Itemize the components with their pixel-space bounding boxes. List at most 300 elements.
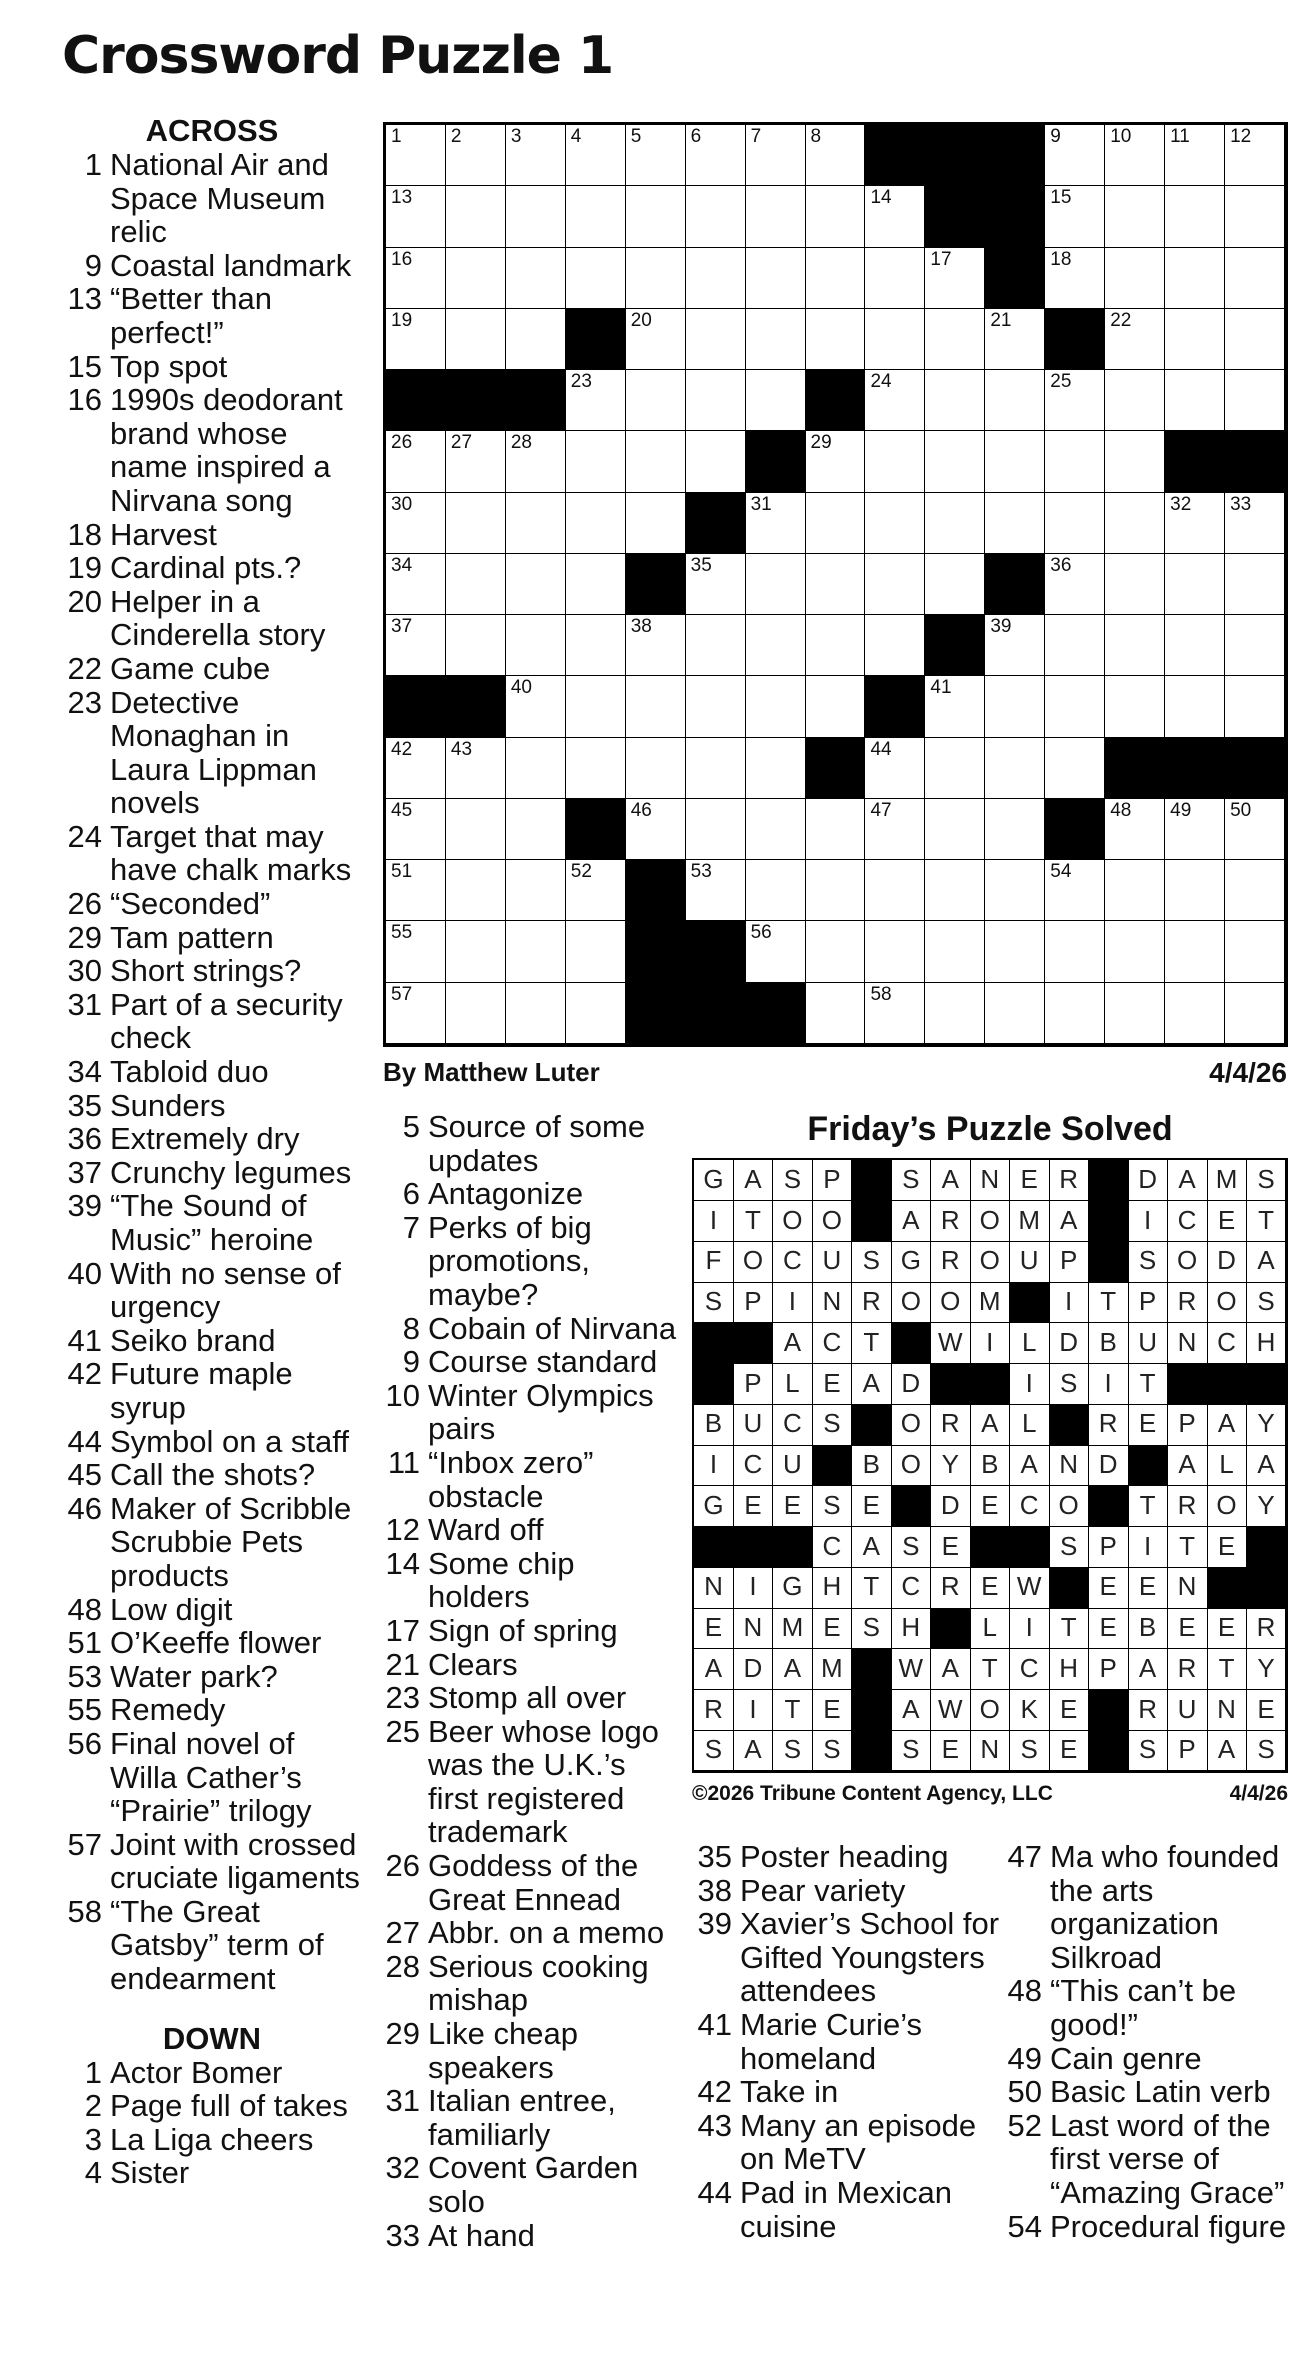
- solution-cell: C: [1010, 1649, 1050, 1690]
- grid-cell[interactable]: [865, 799, 926, 861]
- grid-cell[interactable]: [1225, 370, 1286, 432]
- grid-cell[interactable]: [446, 309, 507, 371]
- across-clue: [62, 1357, 362, 1424]
- grid-cell[interactable]: [686, 799, 747, 861]
- grid-cell[interactable]: [806, 615, 867, 677]
- solution-cell: N: [1168, 1567, 1208, 1608]
- grid-cell[interactable]: [386, 186, 447, 248]
- clue-number: 58: [67, 1893, 102, 1929]
- solution-cell: C: [1207, 1323, 1247, 1364]
- down-clue: [62, 2156, 362, 2190]
- clue-text: Basic Latin verb: [1050, 2074, 1271, 2110]
- grid-cell[interactable]: [865, 248, 926, 310]
- clue-text: Clears: [428, 1646, 518, 1682]
- grid-cell[interactable]: [446, 125, 507, 187]
- grid-cell[interactable]: [1165, 248, 1226, 310]
- grid-cell[interactable]: [626, 738, 687, 800]
- grid-cell[interactable]: [985, 676, 1046, 738]
- grid-block: [386, 676, 447, 738]
- grid-cell[interactable]: [686, 676, 747, 738]
- solution-cell: T: [1128, 1486, 1168, 1527]
- solution-cell: E: [1049, 1690, 1089, 1731]
- grid-cell[interactable]: [985, 738, 1046, 800]
- grid-cell[interactable]: [925, 309, 986, 371]
- grid-cell[interactable]: [386, 248, 447, 310]
- grid-cell[interactable]: [1045, 431, 1106, 493]
- clue-text: Source of some updates: [428, 1109, 646, 1178]
- grid-cell[interactable]: [506, 983, 567, 1045]
- grid-cell[interactable]: [566, 983, 627, 1045]
- grid-cell[interactable]: [506, 799, 567, 861]
- solution-cell: O: [812, 1201, 852, 1242]
- solution-block: [773, 1527, 813, 1568]
- solution-cell: N: [1168, 1323, 1208, 1364]
- grid-cell[interactable]: [1105, 676, 1166, 738]
- grid-cell[interactable]: [806, 248, 867, 310]
- grid-cell[interactable]: [1165, 983, 1226, 1045]
- grid-cell[interactable]: [925, 738, 986, 800]
- grid-cell[interactable]: [1225, 186, 1286, 248]
- down-clue: [1002, 1974, 1292, 2041]
- grid-cell[interactable]: [865, 738, 926, 800]
- grid-cell[interactable]: [1225, 615, 1286, 677]
- clue-text: Cain genre: [1050, 2040, 1202, 2076]
- grid-cell[interactable]: [1045, 248, 1106, 310]
- grid-cell[interactable]: [746, 493, 807, 555]
- grid-cell[interactable]: [446, 799, 507, 861]
- cell-number: 9: [1050, 126, 1061, 147]
- grid-cell[interactable]: [1105, 125, 1166, 187]
- grid-cell[interactable]: [925, 431, 986, 493]
- cell-number: 1: [391, 126, 402, 147]
- solution-cell: E: [812, 1608, 852, 1649]
- clue-text: Marie Curie’s homeland: [740, 2006, 923, 2076]
- clue-text: Future maple syrup: [110, 1356, 293, 1425]
- grid-cell[interactable]: [686, 431, 747, 493]
- grid-cell[interactable]: [386, 431, 447, 493]
- solution-cell: P: [733, 1282, 773, 1323]
- down-clue: [380, 1916, 680, 1950]
- grid-cell[interactable]: [386, 983, 447, 1045]
- grid-cell[interactable]: [746, 860, 807, 922]
- solution-cell: O: [931, 1282, 971, 1323]
- cell-number: 35: [690, 554, 712, 576]
- cell-number: 6: [690, 126, 702, 147]
- across-clue: [62, 887, 362, 921]
- grid-cell[interactable]: [566, 431, 627, 493]
- grid-cell[interactable]: [566, 125, 627, 187]
- grid-cell[interactable]: [506, 676, 567, 738]
- grid-cell[interactable]: [806, 493, 867, 555]
- grid-cell[interactable]: [865, 493, 926, 555]
- clue-number: 38: [697, 1872, 732, 1908]
- grid-cell[interactable]: [566, 554, 627, 616]
- solution-cell: A: [931, 1160, 971, 1201]
- grid-cell[interactable]: [1045, 186, 1106, 248]
- grid-cell[interactable]: [686, 186, 747, 248]
- solution-cell: M: [970, 1282, 1010, 1323]
- grid-cell[interactable]: [1165, 493, 1226, 555]
- grid-cell[interactable]: [925, 493, 986, 555]
- grid-cell[interactable]: [865, 983, 926, 1045]
- grid-cell[interactable]: [566, 186, 627, 248]
- grid-cell[interactable]: [1165, 125, 1226, 187]
- grid-cell[interactable]: [686, 738, 747, 800]
- cell-number: 50: [1230, 799, 1252, 821]
- solution-cell: R: [1168, 1486, 1208, 1527]
- grid-cell[interactable]: [985, 615, 1046, 677]
- grid-block: [686, 921, 747, 983]
- grid-cell[interactable]: [1165, 799, 1226, 861]
- cell-number: 52: [570, 861, 592, 883]
- solution-cell: P: [1168, 1404, 1208, 1445]
- grid-cell[interactable]: [806, 554, 867, 616]
- clue-number: 15: [67, 348, 102, 384]
- clue-number: 35: [697, 1839, 732, 1874]
- solution-cell: S: [773, 1160, 813, 1201]
- grid-cell[interactable]: [1105, 309, 1166, 371]
- solution-cell: I: [1049, 1282, 1089, 1323]
- solution-cell: M: [773, 1608, 813, 1649]
- clue-text: “Seconded”: [110, 886, 271, 922]
- grid-cell[interactable]: [985, 983, 1046, 1045]
- grid-cell[interactable]: [1165, 370, 1226, 432]
- grid-cell[interactable]: [1045, 921, 1106, 983]
- clue-text: With no sense of urgency: [110, 1255, 341, 1325]
- grid-cell[interactable]: [506, 860, 567, 922]
- clue-text: Tabloid duo: [110, 1054, 269, 1090]
- grid-cell[interactable]: [746, 554, 807, 616]
- grid-cell[interactable]: [806, 860, 867, 922]
- grid-cell[interactable]: [1105, 370, 1166, 432]
- solution-block: [852, 1201, 892, 1242]
- grid-cell[interactable]: [626, 493, 687, 555]
- grid-cell[interactable]: [686, 615, 747, 677]
- solution-cell: C: [1168, 1201, 1208, 1242]
- grid-cell[interactable]: [626, 248, 687, 310]
- clue-text: Procedural figure: [1050, 2208, 1287, 2244]
- grid-cell[interactable]: [1045, 493, 1106, 555]
- grid-cell[interactable]: [506, 921, 567, 983]
- grid-cell[interactable]: [865, 431, 926, 493]
- grid-cell[interactable]: [1225, 983, 1286, 1045]
- grid-cell[interactable]: [806, 983, 867, 1045]
- grid-cell[interactable]: [746, 186, 807, 248]
- cell-number: 48: [1110, 799, 1132, 821]
- down-clue: [380, 1681, 680, 1715]
- grid-cell[interactable]: [446, 860, 507, 922]
- solution-cell: I: [1089, 1364, 1129, 1405]
- grid-cell[interactable]: [386, 125, 447, 187]
- solution-block: [733, 1323, 773, 1364]
- down-clue: [380, 1177, 680, 1211]
- grid-cell[interactable]: [506, 738, 567, 800]
- solution-cell: A: [1207, 1404, 1247, 1445]
- down-clue: [380, 1950, 680, 2017]
- grid-cell[interactable]: [1045, 554, 1106, 616]
- clue-number: 17: [385, 1612, 420, 1648]
- grid-block: [1165, 431, 1226, 493]
- grid-cell[interactable]: [386, 615, 447, 677]
- solution-cell: O: [733, 1241, 773, 1282]
- grid-cell[interactable]: [446, 921, 507, 983]
- grid-cell[interactable]: [1045, 125, 1106, 187]
- down-clue: [62, 2056, 362, 2090]
- down-clue: [380, 1715, 680, 1849]
- grid-cell[interactable]: [506, 554, 567, 616]
- grid-cell[interactable]: [1105, 186, 1166, 248]
- grid-cell[interactable]: [925, 983, 986, 1045]
- solution-cell: R: [1089, 1404, 1129, 1445]
- grid-cell[interactable]: [806, 921, 867, 983]
- grid-cell[interactable]: [1225, 554, 1286, 616]
- grid-cell[interactable]: [386, 921, 447, 983]
- grid-cell[interactable]: [566, 248, 627, 310]
- grid-cell[interactable]: [865, 615, 926, 677]
- grid-cell[interactable]: [446, 248, 507, 310]
- grid-cell[interactable]: [1165, 309, 1226, 371]
- grid-cell[interactable]: [446, 186, 507, 248]
- copyright: ©2026 Tribune Content Agency, LLC: [692, 1782, 1053, 1805]
- solution-cell: T: [1247, 1201, 1287, 1242]
- grid-cell[interactable]: [626, 186, 687, 248]
- grid-cell[interactable]: [626, 125, 687, 187]
- down-clue: [692, 1907, 1002, 2008]
- solution-cell: E: [812, 1364, 852, 1405]
- grid-cell[interactable]: [1225, 676, 1286, 738]
- grid-cell[interactable]: [1045, 615, 1106, 677]
- cell-number: 29: [810, 432, 832, 454]
- grid-cell[interactable]: [1165, 676, 1226, 738]
- grid-cell[interactable]: [626, 431, 687, 493]
- grid-cell[interactable]: [566, 370, 627, 432]
- grid-block: [1105, 738, 1166, 800]
- grid-cell[interactable]: [566, 921, 627, 983]
- clue-text: Actor Bomer: [110, 2054, 283, 2090]
- grid-cell[interactable]: [386, 493, 447, 555]
- grid-cell[interactable]: [985, 309, 1046, 371]
- solution-grid: [692, 1158, 1288, 1773]
- down-clue: [380, 1648, 680, 1682]
- grid-cell[interactable]: [1165, 186, 1226, 248]
- grid-cell[interactable]: [1105, 554, 1166, 616]
- cell-number: 25: [1050, 371, 1072, 393]
- grid-cell[interactable]: [566, 615, 627, 677]
- cell-number: 39: [990, 616, 1012, 638]
- grid-cell[interactable]: [1225, 860, 1286, 922]
- grid-cell[interactable]: [865, 370, 926, 432]
- solution-block: [1010, 1527, 1050, 1568]
- grid-cell[interactable]: [566, 493, 627, 555]
- grid-cell[interactable]: [506, 248, 567, 310]
- grid-cell[interactable]: [925, 860, 986, 922]
- grid-cell[interactable]: [506, 615, 567, 677]
- grid-cell[interactable]: [985, 431, 1046, 493]
- grid-cell[interactable]: [806, 309, 867, 371]
- grid-cell[interactable]: [1045, 676, 1106, 738]
- clue-text: Symbol on a staff: [110, 1423, 349, 1459]
- grid-cell[interactable]: [1045, 983, 1106, 1045]
- grid-cell[interactable]: [925, 248, 986, 310]
- grid-cell[interactable]: [1105, 493, 1166, 555]
- across-clue: [62, 1693, 362, 1727]
- grid-cell[interactable]: [1105, 431, 1166, 493]
- solution-cell: B: [1089, 1323, 1129, 1364]
- clue-text: Maker of Scribble Scrubbie Pets products: [110, 1490, 352, 1593]
- grid-cell[interactable]: [626, 309, 687, 371]
- grid-cell[interactable]: [1045, 860, 1106, 922]
- grid-cell[interactable]: [626, 370, 687, 432]
- solution-cell: T: [1207, 1649, 1247, 1690]
- grid-cell[interactable]: [746, 738, 807, 800]
- clue-text: 1990s deodorant brand whose name inspired a Nirvana song: [110, 382, 343, 518]
- clue-number: 31: [385, 2083, 420, 2119]
- grid-cell[interactable]: [386, 554, 447, 616]
- grid-cell[interactable]: [446, 431, 507, 493]
- grid-cell[interactable]: [566, 738, 627, 800]
- grid-cell[interactable]: [686, 860, 747, 922]
- grid-cell[interactable]: [446, 493, 507, 555]
- solution-cell: G: [694, 1486, 734, 1527]
- grid-cell[interactable]: [985, 370, 1046, 432]
- solution-cell: E: [812, 1690, 852, 1731]
- grid-cell[interactable]: [1225, 493, 1286, 555]
- grid-cell[interactable]: [1165, 860, 1226, 922]
- down-clue: [62, 2123, 362, 2157]
- down-clue: [1002, 2075, 1292, 2109]
- grid-cell[interactable]: [1105, 860, 1166, 922]
- grid-cell[interactable]: [566, 860, 627, 922]
- grid-cell[interactable]: [865, 921, 926, 983]
- grid-cell[interactable]: [925, 799, 986, 861]
- grid-cell[interactable]: [1105, 248, 1166, 310]
- grid-cell[interactable]: [386, 309, 447, 371]
- solution-title: Friday’s Puzzle Solved: [807, 1110, 1173, 1148]
- down-header: DOWN: [162, 2020, 262, 2056]
- grid-cell[interactable]: [686, 554, 747, 616]
- grid-cell[interactable]: [446, 615, 507, 677]
- grid-cell[interactable]: [1225, 309, 1286, 371]
- grid-cell[interactable]: [865, 554, 926, 616]
- solution-cell: U: [1168, 1690, 1208, 1731]
- cell-number: 38: [630, 616, 652, 638]
- grid-cell[interactable]: [446, 554, 507, 616]
- grid-cell[interactable]: [1045, 738, 1106, 800]
- grid-block: [985, 125, 1046, 187]
- grid-cell[interactable]: [386, 799, 447, 861]
- grid-cell[interactable]: [865, 309, 926, 371]
- grid-cell[interactable]: [1045, 370, 1106, 432]
- clue-number: 7: [402, 1209, 420, 1245]
- grid-cell[interactable]: [1165, 554, 1226, 616]
- grid-cell[interactable]: [746, 676, 807, 738]
- clue-text: Stomp all over: [428, 1680, 627, 1716]
- grid-cell[interactable]: [626, 799, 687, 861]
- solution-cell: H: [1247, 1323, 1287, 1364]
- grid-cell[interactable]: [686, 370, 747, 432]
- grid-cell[interactable]: [985, 799, 1046, 861]
- down-clue: [380, 1345, 680, 1379]
- clue-number: 42: [697, 2074, 732, 2110]
- solution-cell: P: [1168, 1730, 1208, 1771]
- across-clue: [62, 1189, 362, 1256]
- grid-cell[interactable]: [1105, 799, 1166, 861]
- grid-cell[interactable]: [446, 738, 507, 800]
- grid-cell[interactable]: [746, 248, 807, 310]
- grid-cell[interactable]: [806, 799, 867, 861]
- clue-number: 29: [67, 919, 102, 955]
- grid-cell[interactable]: [1225, 921, 1286, 983]
- grid-cell[interactable]: [1105, 983, 1166, 1045]
- solution-cell: E: [1128, 1404, 1168, 1445]
- solution-cell: G: [773, 1567, 813, 1608]
- grid-cell[interactable]: [1105, 921, 1166, 983]
- grid-cell[interactable]: [506, 309, 567, 371]
- grid-cell[interactable]: [506, 186, 567, 248]
- grid-cell[interactable]: [746, 921, 807, 983]
- grid-cell[interactable]: [925, 554, 986, 616]
- grid-cell[interactable]: [985, 921, 1046, 983]
- grid-cell[interactable]: [1225, 248, 1286, 310]
- grid-cell[interactable]: [746, 309, 807, 371]
- grid-cell[interactable]: [1165, 615, 1226, 677]
- grid-cell[interactable]: [566, 676, 627, 738]
- grid-cell[interactable]: [686, 125, 747, 187]
- grid-cell[interactable]: [806, 186, 867, 248]
- grid-block: [1225, 431, 1286, 493]
- clue-number: 9: [84, 247, 102, 283]
- grid-cell[interactable]: [686, 248, 747, 310]
- grid-cell[interactable]: [806, 431, 867, 493]
- grid-cell[interactable]: [985, 860, 1046, 922]
- grid-cell[interactable]: [1165, 921, 1226, 983]
- grid-cell[interactable]: [746, 125, 807, 187]
- grid-cell[interactable]: [746, 799, 807, 861]
- solution-cell: A: [852, 1527, 892, 1568]
- grid-cell[interactable]: [985, 493, 1046, 555]
- solution-cell: I: [1128, 1527, 1168, 1568]
- grid-cell[interactable]: [686, 309, 747, 371]
- grid-cell[interactable]: [386, 860, 447, 922]
- grid-cell[interactable]: [865, 860, 926, 922]
- grid-cell[interactable]: [925, 676, 986, 738]
- grid-cell[interactable]: [446, 983, 507, 1045]
- grid-cell[interactable]: [626, 615, 687, 677]
- clue-number: 44: [697, 2174, 732, 2210]
- solution-cell: A: [1128, 1649, 1168, 1690]
- solution-cell: S: [1049, 1364, 1089, 1405]
- grid-cell[interactable]: [506, 493, 567, 555]
- grid-cell[interactable]: [925, 921, 986, 983]
- solution-cell: A: [1247, 1241, 1287, 1282]
- grid-cell[interactable]: [746, 370, 807, 432]
- grid-cell[interactable]: [865, 186, 926, 248]
- grid-cell[interactable]: [806, 676, 867, 738]
- grid-cell[interactable]: [506, 125, 567, 187]
- grid-cell[interactable]: [1225, 799, 1286, 861]
- grid-cell[interactable]: [925, 370, 986, 432]
- grid-cell[interactable]: [806, 125, 867, 187]
- grid-cell[interactable]: [386, 738, 447, 800]
- grid-cell[interactable]: [506, 431, 567, 493]
- solution-cell: S: [812, 1730, 852, 1771]
- solution-cell: I: [694, 1445, 734, 1486]
- grid-cell[interactable]: [1105, 615, 1166, 677]
- grid-cell[interactable]: [746, 615, 807, 677]
- grid-cell[interactable]: [626, 676, 687, 738]
- grid-cell[interactable]: [1225, 125, 1286, 187]
- solution-cell: A: [1207, 1730, 1247, 1771]
